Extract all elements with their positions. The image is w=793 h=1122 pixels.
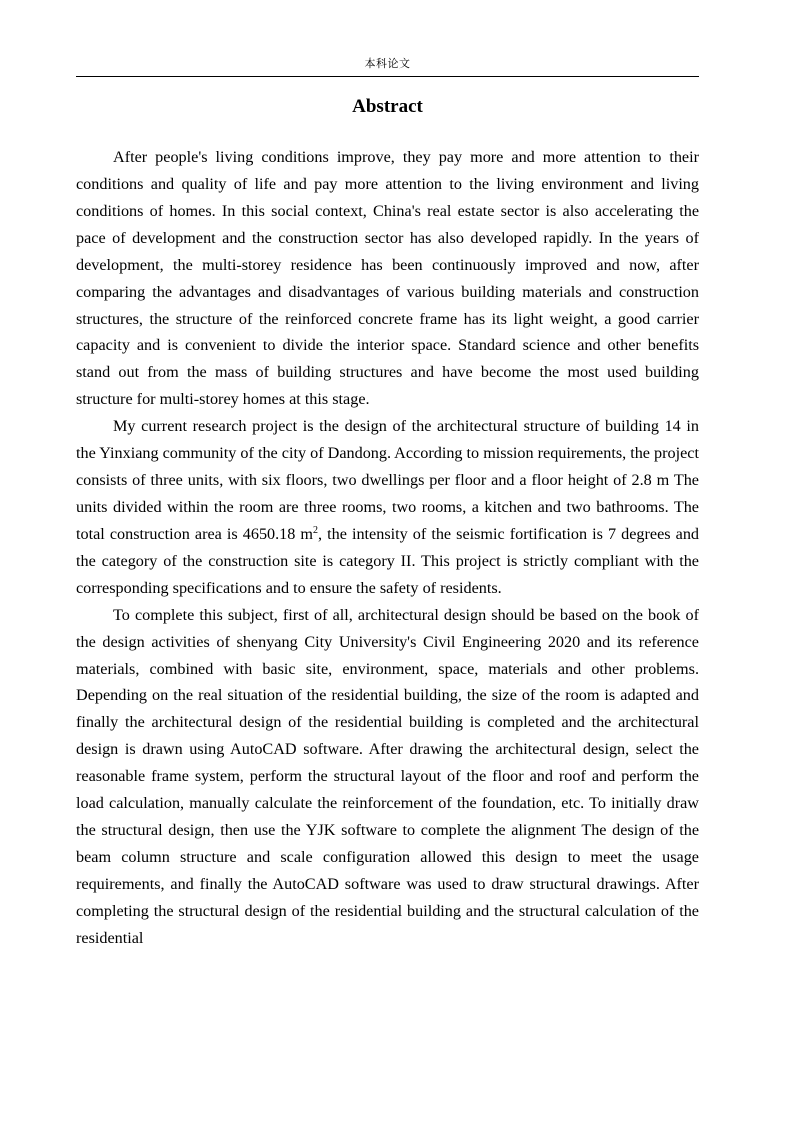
header-rule [76,76,699,77]
paragraph-2-text-before-unit: My current research project is the design of the architectural structure of building 14 in the Yinxiang community of the city of Dandong. According to mission requirements, the project consists of three units, with six floors, two dwellings per floor and a floor height of 2.8 m The units divided within the room are three rooms, two rooms, a kitchen and two bathrooms. The total construction area is 4650.18 m [76,417,699,543]
area-unit-exponent: 2 [313,524,319,536]
paragraph-2-text-after-unit: , the intensity of the seismic fortification is 7 degrees and the category of the construction site is category II. This project is strictly compliant with the corresponding specifications and to ensure the safety of residents. [76,524,700,597]
running-header: 本科论文 [364,57,411,70]
abstract-paragraph-1: After people's living conditions improve, they pay more and more attention to their conditions and quality of life and pay more attention to the living environment and living conditions of homes. In this social context, China's real estate sector is also accelerating the pace of development and the construction sector has also developed rapidly. In the years of development, the multi-storey residence has been continuously improved and now, after comparing the advantages and disadvantages of various building materials and construction structures, the structure of the reinforced concrete frame has its light weight, a good carrier capacity and is convenient to divide the interior space. Standard science and other benefits stand out from the mass of building structures and have become the most used building structure for multi-storey homes at this stage. [76,148,699,409]
abstract-body [76,144,699,952]
abstract-paragraph-2 [76,413,699,601]
abstract-paragraph-3: To complete this subject, first of all, architectural design should be based on the book of the design activities of shenyang City University's Civil Engineering 2020 and its reference materials, combined with basic site, environment, space, materials and other problems. Depending on the real situation of the residential building, the size of the room is adapted and finally the architectural design of the residential building is completed and the architectural design is drawn using AutoCAD software. After drawing the architectural design, select the reasonable frame system, perform the structural layout of the floor and roof and perform the load calculation, manually calculate the reinforcement of the foundation, etc. To initially draw the structural design, then use the YJK software to complete the alignment The design of the beam column structure and scale configuration allowed this design to meet the usage requirements, and finally the AutoCAD software was used to draw structural drawings. After completing the structural design of the residential building and the structural calculation of the residential [76,605,699,947]
page-title: Abstract [352,96,423,117]
